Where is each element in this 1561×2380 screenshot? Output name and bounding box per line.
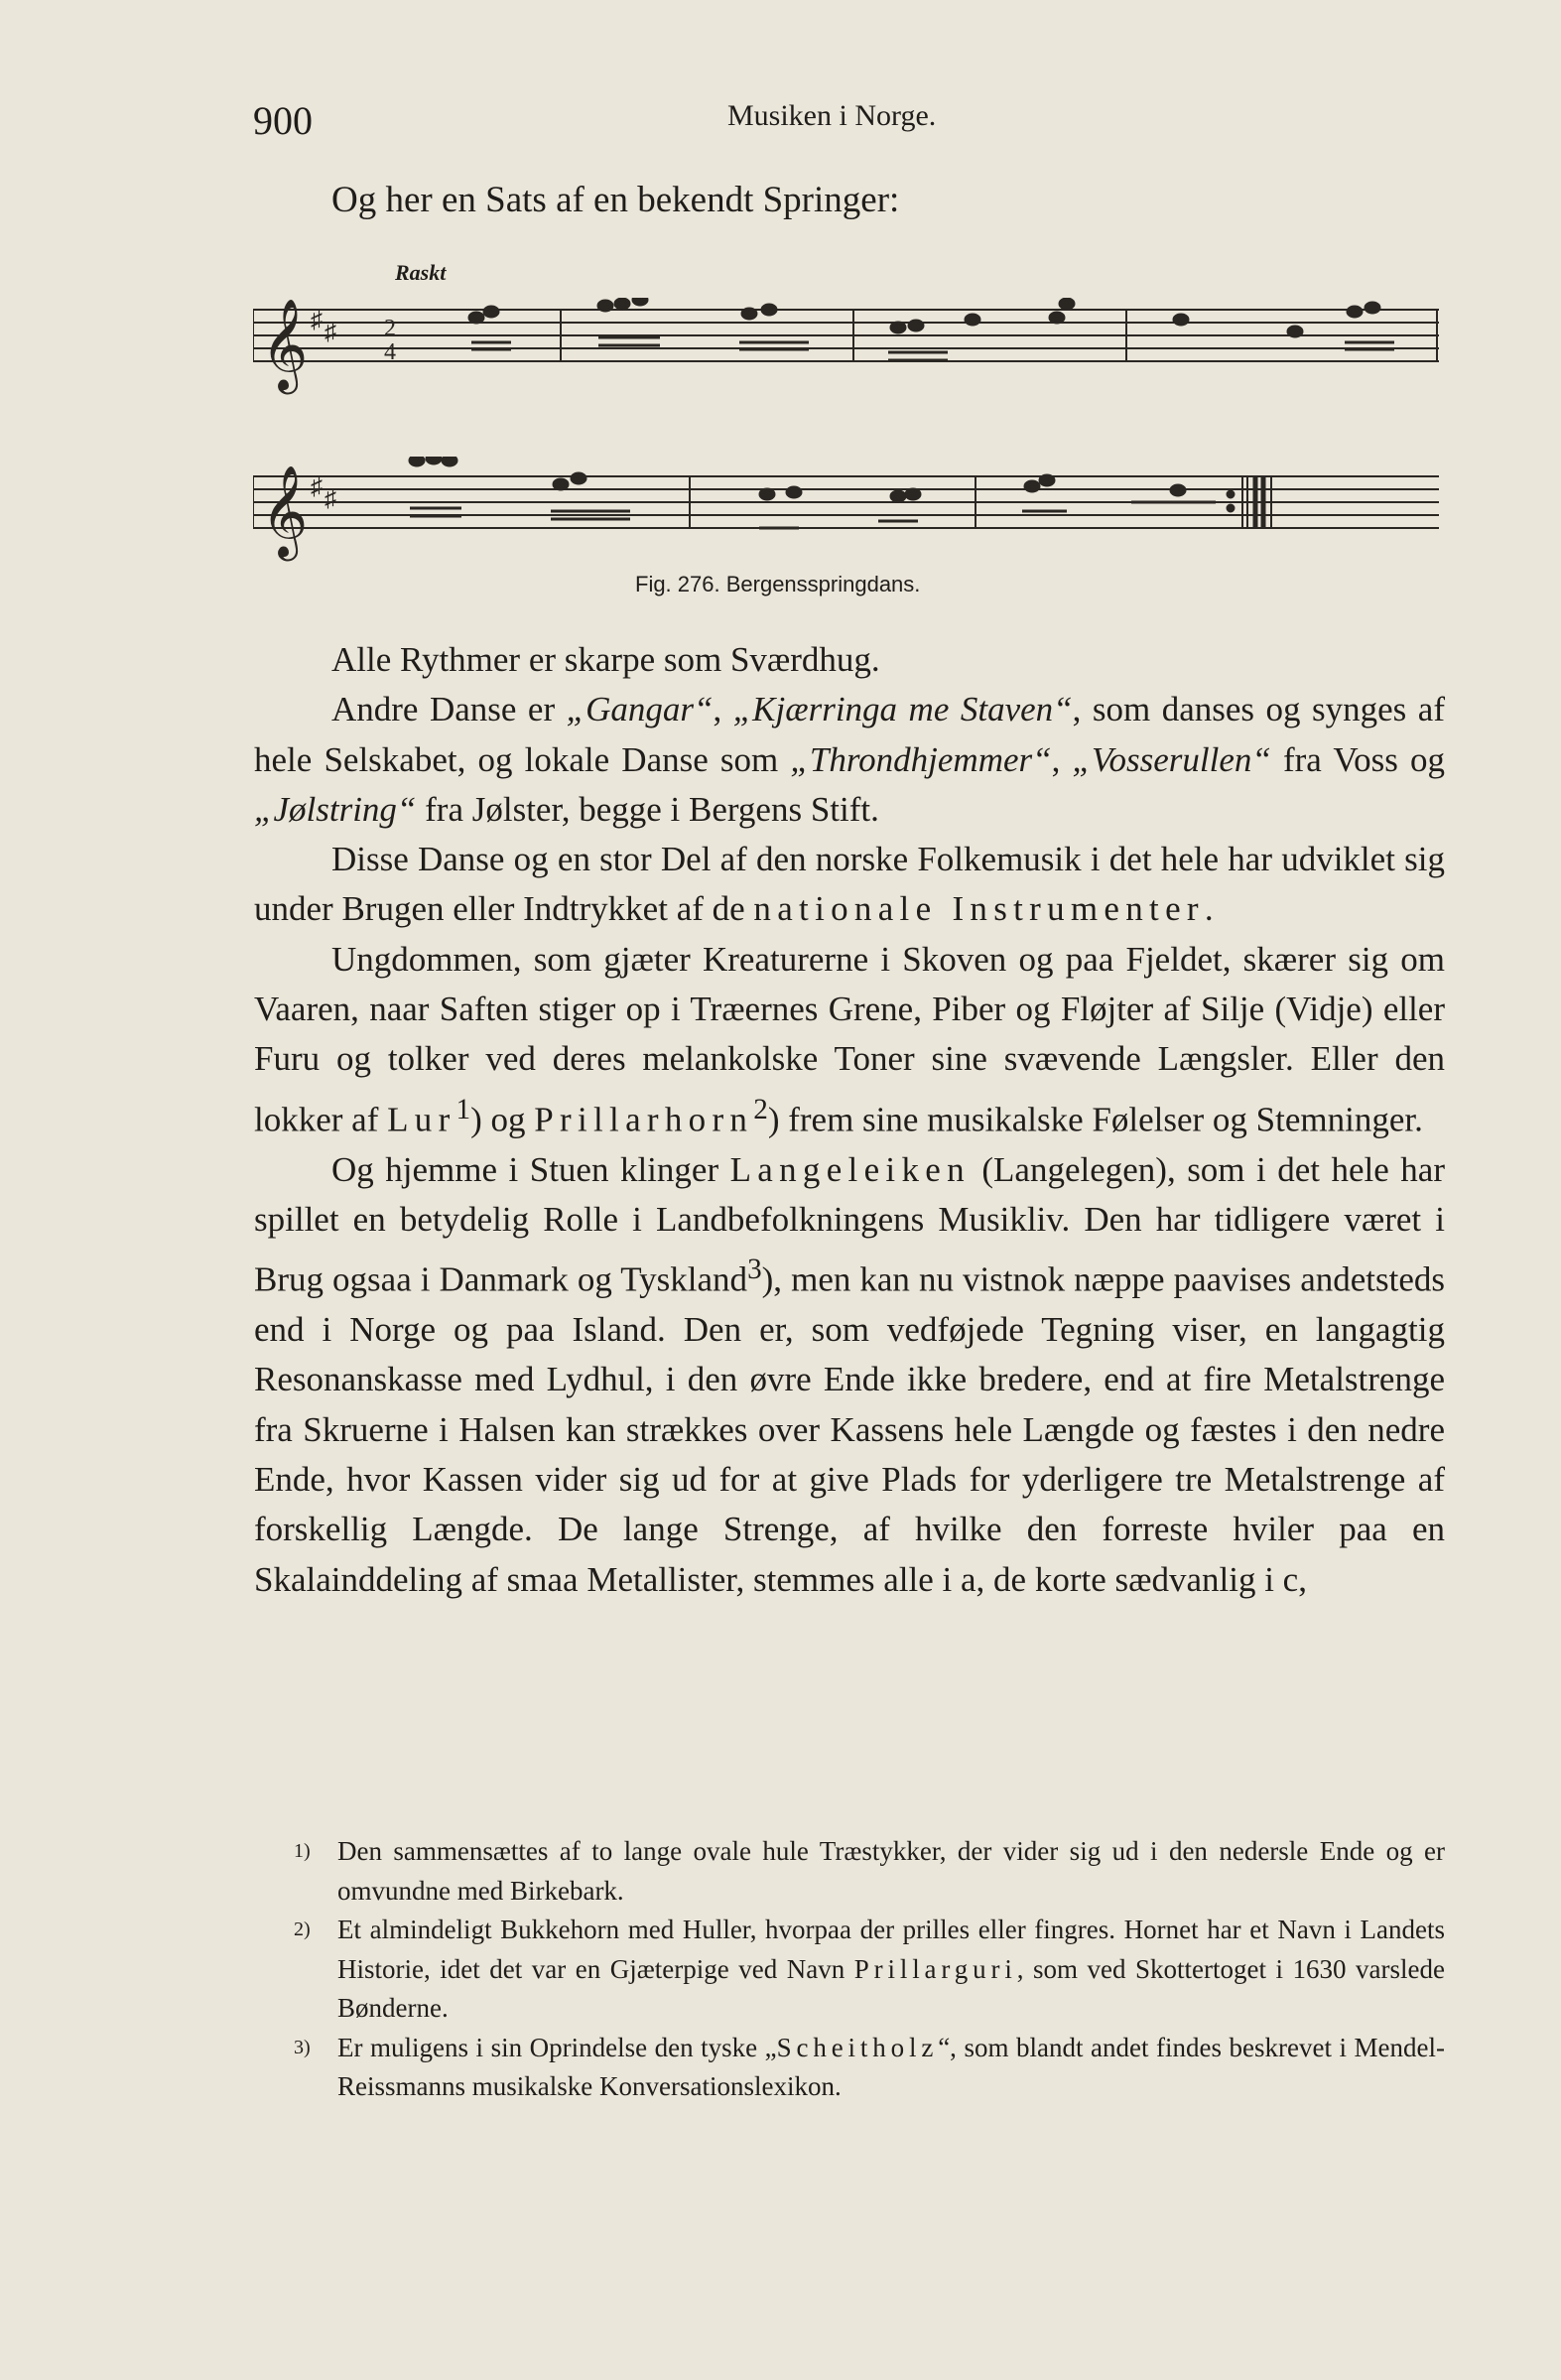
footnote-text: Er muligens i sin Oprindelse den tyske „ bbox=[337, 2032, 777, 2062]
footnote-text: “, som blandt andet findes beskrevet i Mendel-Reissmanns musikalske Konversationslexikon. bbox=[337, 2032, 1446, 2101]
page-number: 900 bbox=[253, 98, 313, 143]
text: , bbox=[1051, 739, 1073, 779]
footnote-ref: 1 bbox=[455, 1093, 471, 1125]
text: Andre Danse er bbox=[331, 690, 567, 729]
text: ) og bbox=[470, 1100, 535, 1139]
footnote bbox=[294, 1911, 1445, 2029]
svg-text:♯: ♯ bbox=[311, 308, 323, 333]
running-title: Musiken i Norge. bbox=[727, 99, 937, 132]
footnote-mark: 2) bbox=[294, 1918, 311, 1940]
footnote-text: , som ved Skottertoget i 1630 varslede Bønderne. bbox=[337, 1953, 1445, 2023]
text: , som danses og synges af hele Selskabet, og lokale Danse som bbox=[254, 690, 1445, 779]
figure-caption: Fig. 276. Bergensspringdans. bbox=[635, 572, 921, 596]
footnote-mark: 3) bbox=[294, 2036, 311, 2058]
paragraph bbox=[254, 835, 1445, 935]
paragraph bbox=[254, 685, 1445, 835]
text: . bbox=[1204, 889, 1214, 929]
body-text bbox=[254, 635, 1445, 1605]
footnote bbox=[294, 2029, 1445, 2107]
treble-clef-icon: 𝄞 bbox=[261, 298, 309, 390]
tempo-marking: Raskt bbox=[395, 260, 447, 285]
paragraph bbox=[254, 635, 1445, 685]
footnotes bbox=[294, 1832, 1445, 2107]
dance-name: „Jølstring“ bbox=[254, 789, 417, 829]
music-staff-2 bbox=[253, 457, 1444, 566]
text: Og hjemme i Stuen klinger bbox=[331, 1149, 730, 1189]
spaced-term: Prillarguri bbox=[853, 1953, 1017, 1984]
spaced-term: nationale Instrumenter bbox=[753, 889, 1205, 929]
dance-name: „Kjærringa me Staven“ bbox=[732, 690, 1073, 729]
time-signature-top: 2 bbox=[384, 316, 396, 341]
dance-name: „Gangar“ bbox=[566, 690, 714, 729]
footnote-mark: 1) bbox=[294, 1840, 311, 1862]
text: Disse Danse og en stor Del af den norske Folkemusik i det hele har udviklet sig under Brugen eller Indtrykket af de bbox=[254, 840, 1445, 929]
time-signature-bottom: 4 bbox=[384, 339, 396, 365]
paragraph bbox=[254, 935, 1445, 1145]
spaced-term: Prillarhorn bbox=[534, 1100, 754, 1139]
treble-clef-icon: 𝄞 bbox=[261, 464, 309, 557]
dance-name: „Vosserullen“ bbox=[1072, 739, 1271, 779]
dance-name: „Throndhjemmer“ bbox=[790, 739, 1052, 779]
footnote bbox=[294, 1832, 1445, 1911]
text: fra Voss og bbox=[1270, 739, 1446, 779]
svg-text:♯: ♯ bbox=[325, 320, 336, 345]
footnote-ref: 2 bbox=[753, 1093, 768, 1125]
spaced-term: Lur bbox=[387, 1100, 456, 1139]
svg-text:♯: ♯ bbox=[311, 474, 323, 500]
text: fra Jølster, begge i Bergens Stift. bbox=[416, 789, 879, 829]
svg-text:♯: ♯ bbox=[325, 486, 336, 512]
text: (Langelegen), som i det hele har spillet en betydelig Rolle i Landbefolkningens Musikliv. Den har tidligere været i Brug ogsaa i Danmark og Tyskland bbox=[254, 1149, 1445, 1299]
text: ), men kan nu vistnok næppe paavises andetsteds end i Norge og paa Island. Den er, som vedføjede Tegning viser, en langagtig Resonanskasse med Lydhul, i den øvre Ende ikke bredere, end at fire Metalstrenge fra Skruerne i Halsen kan strækkes over Kassens hele Længde og fæstes i den nedre Ende, hvor Kassen vider sig ud for at give Plads for yderligere tre Metalstrenge af forskellig Længde. De lange Strenge, af hvilke den forreste hviler paa en Skalainddeling af smaa Metallister, stemmes alle i a, de korte sædvanlig i c, bbox=[254, 1259, 1445, 1599]
footnote-ref: 3 bbox=[747, 1254, 762, 1286]
paragraph bbox=[254, 1145, 1445, 1605]
music-staff-1 bbox=[253, 298, 1444, 407]
text: ) frem sine musikalske Følelser og Stemninger. bbox=[767, 1100, 1423, 1139]
text: Alle Rythmer er skarpe som Sværdhug. bbox=[331, 640, 880, 679]
text: , bbox=[713, 690, 733, 729]
footnote-text: Et almindeligt Bukkehorn med Huller, hvorpaa der prilles eller fingres. Hornet har et Navn i Landets Historie, idet det var en Gjæterpige ved Navn bbox=[337, 1915, 1445, 1984]
text: Ungdommen, som gjæter Kreaturerne i Skoven og paa Fjeldet, skærer sig om Vaaren, naar Saften stiger op i Træernes Grene, Piber og Fløjter af Silje (Vidje) eller Furu og tolker ved deres melankolske Toner sine svævende Længsler. Eller den lokker af bbox=[254, 939, 1445, 1139]
spaced-term: Scheitholz bbox=[776, 2032, 939, 2062]
spaced-term: Langeleiken bbox=[729, 1149, 971, 1189]
footnote-text: Den sammensættes af to lange ovale hule Træstykker, der vider sig ud i den nedersle Ende og er omvundne med Birkebark. bbox=[337, 1836, 1445, 1906]
intro-line: Og her en Sats af en bekendt Springer: bbox=[331, 180, 900, 220]
